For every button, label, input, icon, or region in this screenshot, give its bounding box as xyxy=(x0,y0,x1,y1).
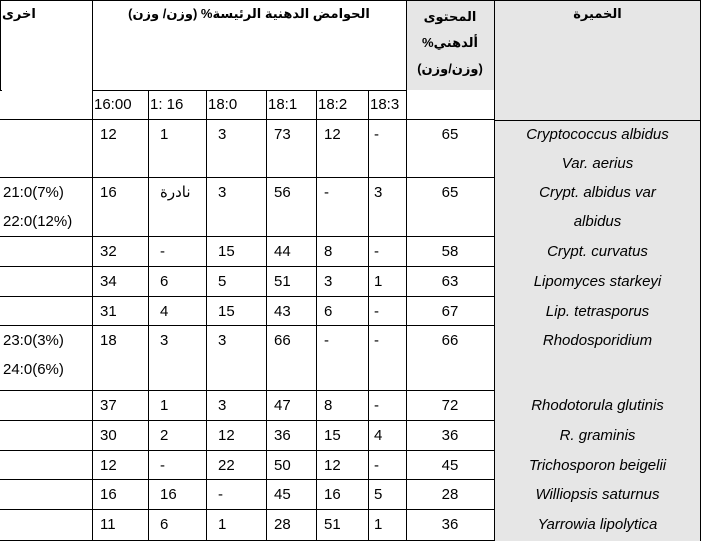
fatty-acid-value: - xyxy=(374,303,379,320)
fatty-acid-value: 32 xyxy=(100,243,117,260)
grid-line xyxy=(0,325,494,326)
fatty-acid-value: 45 xyxy=(274,486,291,503)
grid-line xyxy=(266,90,267,541)
fatty-acid-value: - xyxy=(160,243,165,260)
fatty-acid-value: - xyxy=(374,397,379,414)
grid-line xyxy=(0,296,494,297)
fatty-acid-value: 4 xyxy=(374,427,383,444)
grid-line xyxy=(92,90,406,91)
grid-line xyxy=(0,509,494,510)
fatty-acid-value: 8 xyxy=(324,243,333,260)
fatty-acid-value: 1 xyxy=(374,516,383,533)
fatty-acid-value: 15 xyxy=(218,243,235,260)
fatty-acid-value: 47 xyxy=(274,397,291,414)
yeast-name: Crypt. albidus var xyxy=(539,184,656,201)
fatty-acid-value: 5 xyxy=(374,486,383,503)
fatty-acid-value: 37 xyxy=(100,397,117,414)
fatty-acid-value: - xyxy=(324,332,329,349)
yeast-name: albidus xyxy=(573,213,622,230)
fatty-acid-value: 43 xyxy=(274,303,291,320)
grid-line xyxy=(0,0,701,1)
oil-content-value: 72 xyxy=(441,397,459,414)
yeast-name: R. graminis xyxy=(559,427,636,444)
fatty-acid-value: 44 xyxy=(274,243,291,260)
grid-line xyxy=(368,90,369,541)
fatty-acid-value: 1 xyxy=(218,516,227,533)
yeast-name: Rhodotorula glutinis xyxy=(531,397,664,414)
grid-line xyxy=(0,390,494,391)
yeast-name: Crypt. curvatus xyxy=(547,243,648,260)
yeast-name: Trichosporon beigelii xyxy=(528,457,667,474)
fatty-acid-value: 12 xyxy=(324,126,341,143)
oil-content-value: 28 xyxy=(441,486,459,503)
fatty-acid-value: 30 xyxy=(100,427,117,444)
acid-column-label: 18:3 xyxy=(370,96,400,113)
fatty-acid-value: 12 xyxy=(100,126,117,143)
grid-line xyxy=(206,90,207,541)
yeast-name: Cryptococcus albidus xyxy=(526,126,669,143)
fatty-acid-value: - xyxy=(374,126,379,143)
fatty-acids-header: الحوامض الدهنية الرئيسة% (وزن/ وزن) xyxy=(128,6,370,21)
grid-line xyxy=(0,479,494,480)
fatty-acid-value: - xyxy=(374,332,379,349)
others-header: اخرى xyxy=(2,6,36,21)
fatty-acid-value: 4 xyxy=(160,303,169,320)
fatty-acid-value: 5 xyxy=(218,273,227,290)
oil-content-value: 36 xyxy=(441,516,459,533)
fatty-acid-value: 36 xyxy=(274,427,291,444)
grid-line xyxy=(0,119,494,120)
grid-line xyxy=(148,90,149,541)
fatty-acid-value: 66 xyxy=(274,332,291,349)
fatty-acid-value: 51 xyxy=(324,516,341,533)
yeast-name: Williopsis saturnus xyxy=(535,486,660,503)
fatty-acid-value: 3 xyxy=(160,332,169,349)
fatty-acid-value: 16 xyxy=(100,184,117,201)
fatty-acid-value: 1 xyxy=(160,397,169,414)
grid-line xyxy=(0,266,494,267)
grid-line xyxy=(92,0,93,541)
acid-column-label: 18:2 xyxy=(318,96,348,113)
fatty-acid-value: 6 xyxy=(324,303,333,320)
other-acid-value: 22:0(12%) xyxy=(3,213,73,230)
fatty-acid-value: 1 xyxy=(374,273,383,290)
fatty-acid-value: - xyxy=(374,243,379,260)
fatty-acid-value: 15 xyxy=(324,427,341,444)
fatty-acid-value: 51 xyxy=(274,273,291,290)
oil-content-value: 63 xyxy=(441,273,459,290)
fatty-acid-value: 73 xyxy=(274,126,291,143)
yeast-name: Rhodosporidium xyxy=(542,332,653,349)
acid-column-label: 18:1 xyxy=(268,96,298,113)
grid-line xyxy=(0,420,494,421)
oil-content-header: المحتوى ألدهني% (وزن/وزن) xyxy=(417,9,483,76)
fatty-acid-value: 3 xyxy=(218,126,227,143)
fatty-acid-value: 8 xyxy=(324,397,333,414)
oil-content-value: 65 xyxy=(441,184,459,201)
oil-content-value: 67 xyxy=(441,303,459,320)
fatty-acid-value: - xyxy=(374,457,379,474)
yeast-name: Var. aerius xyxy=(561,155,634,172)
fatty-acid-value: 15 xyxy=(218,303,235,320)
fatty-acid-value: - xyxy=(324,184,329,201)
fatty-acid-value: 12 xyxy=(218,427,235,444)
other-acid-value: 21:0(7%) xyxy=(3,184,64,201)
fatty-acid-value: 18 xyxy=(100,332,117,349)
grid-line xyxy=(406,0,407,541)
fatty-acid-value: 34 xyxy=(100,273,117,290)
acid-column-label: 1: 16 xyxy=(150,96,184,113)
yeast-name: Lipomyces starkeyi xyxy=(533,273,662,290)
fatty-acid-value: 28 xyxy=(274,516,291,533)
fatty-acid-value: 1 xyxy=(160,126,169,143)
fatty-acid-value: 12 xyxy=(100,457,117,474)
oil-content-value: 36 xyxy=(441,427,459,444)
fatty-acid-value: 2 xyxy=(160,427,169,444)
fatty-acid-value: 16 xyxy=(160,486,177,503)
fatty-acid-value: 31 xyxy=(100,303,117,320)
grid-line xyxy=(494,0,495,541)
fatty-acid-value: 3 xyxy=(218,332,227,349)
fatty-acid-value: 11 xyxy=(100,516,116,533)
oil-content-value: 66 xyxy=(441,332,459,349)
yeast-name: Yarrowia lipolytica xyxy=(537,516,658,533)
grid-line xyxy=(494,120,701,121)
acid-column-label: 18:0 xyxy=(208,96,238,113)
grid-line xyxy=(0,0,1,90)
fatty-acid-value: 3 xyxy=(218,397,227,414)
fatty-acid-value: 22 xyxy=(218,457,235,474)
oil-content-value: 65 xyxy=(441,126,459,143)
fatty-acid-value: 56 xyxy=(274,184,291,201)
fatty-acid-value: 3 xyxy=(218,184,227,201)
fatty-acid-value: 3 xyxy=(374,184,383,201)
other-acid-value: 23:0(3%) xyxy=(3,332,64,349)
other-acid-value: 24:0(6%) xyxy=(3,361,64,378)
fatty-acid-value: 6 xyxy=(160,273,169,290)
grid-line xyxy=(0,90,2,91)
fatty-acid-value: نادرة xyxy=(160,184,191,201)
yeast-header: الخميرة xyxy=(573,6,622,21)
fatty-acid-value: 3 xyxy=(324,273,333,290)
grid-line xyxy=(316,90,317,541)
fatty-acid-value: 16 xyxy=(324,486,341,503)
acid-column-label: 16:00 xyxy=(94,96,132,113)
fatty-acid-value: 50 xyxy=(274,457,291,474)
yeast-name: Lip. tetrasporus xyxy=(545,303,650,320)
grid-line xyxy=(0,450,494,451)
fatty-acid-value: 6 xyxy=(160,516,169,533)
grid-line xyxy=(0,177,494,178)
oil-content-value: 58 xyxy=(441,243,459,260)
grid-line xyxy=(0,236,494,237)
oil-content-value: 45 xyxy=(441,457,459,474)
fatty-acid-value: - xyxy=(160,457,165,474)
fatty-acid-value: - xyxy=(218,486,223,503)
fatty-acid-value: 12 xyxy=(324,457,341,474)
fatty-acid-value: 16 xyxy=(100,486,117,503)
